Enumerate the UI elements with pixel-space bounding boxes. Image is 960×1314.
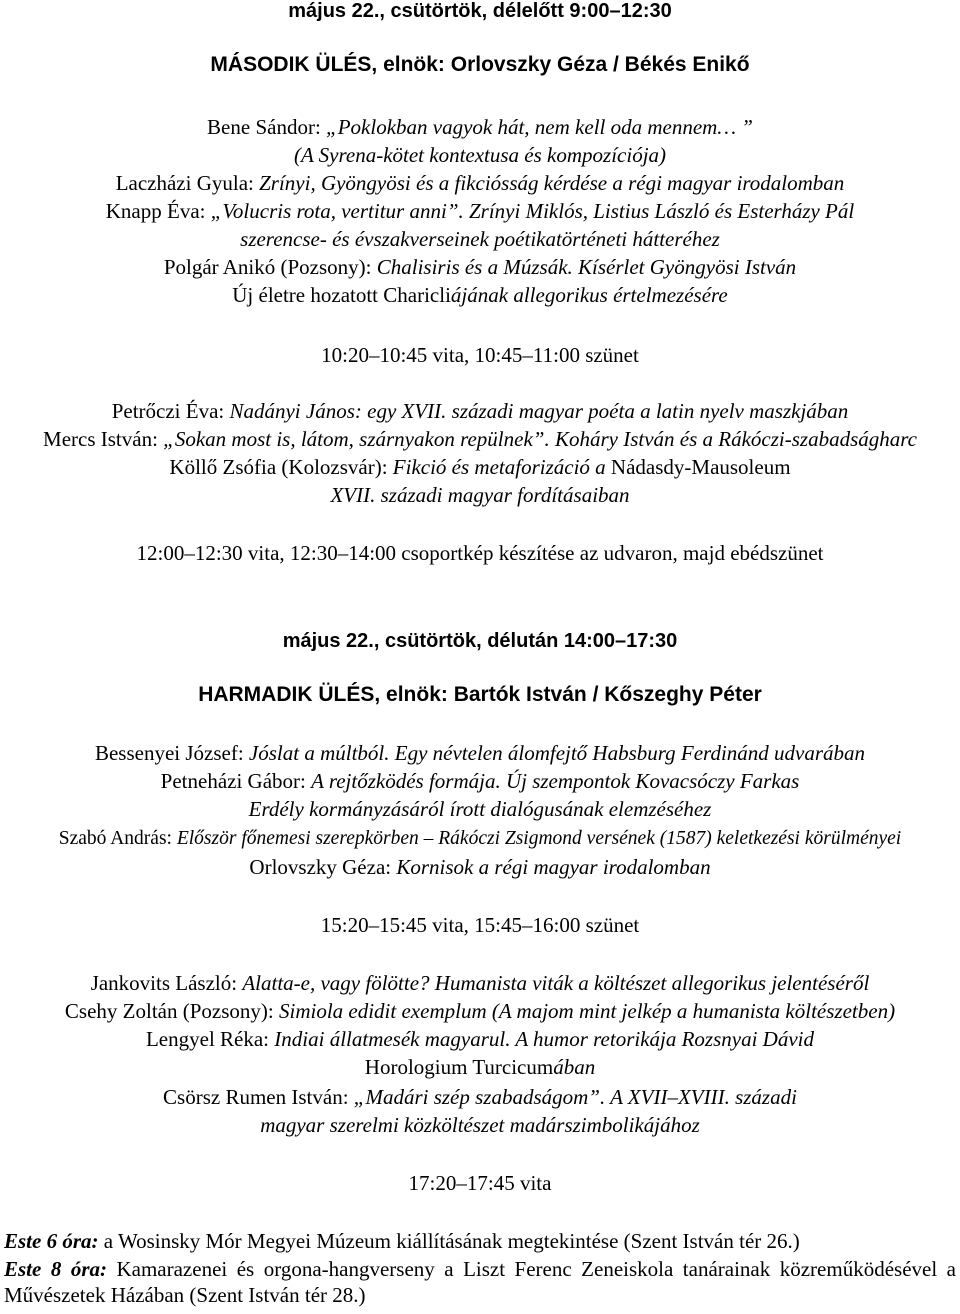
talk: Knapp Éva: „Volucris rota, vertitur anni”. Zrínyi Miklós, Listius László és Esterházy Pál bbox=[105, 199, 855, 223]
talk: Bene Sándor: „Poklokban vagyok hát, nem kell oda mennem… ” bbox=[207, 115, 753, 139]
talk: Horologium Turcicumában bbox=[364, 1055, 596, 1079]
talk: Petneházi Gábor: A rejtőzködés formája. Új szempontok Kovacsóczy Farkas bbox=[160, 769, 800, 793]
evening-program-2: Este 8 óra: Kamarazenei és orgona-hangverseny a Liszt Ferenc Zeneiskola tanárainak közreműködésével a Művészetek Házában (Szent István tér 28.) bbox=[4, 1257, 956, 1307]
talk: Szabó András: Először főnemesi szerepkörben – Rákóczi Zsigmond versének (1587) keletkezési körülményei bbox=[58, 828, 902, 849]
talk: Csehy Zoltán (Pozsony): Simiola edidit exemplum (A majom mint jelkép a humanista költészetben) bbox=[64, 999, 896, 1023]
talk: Bessenyei József: Jóslat a múltból. Egy névtelen álomfejtő Habsburg Ferdinánd udvarában bbox=[94, 741, 866, 765]
talk: Orlovszky Géza: Kornisok a régi magyar irodalomban bbox=[249, 855, 711, 879]
day2-heading: május 22., csütörtök, délután 14:00–17:30 bbox=[282, 630, 678, 652]
talk: Erdély kormányzásáról írott dialógusának elemzéséhez bbox=[248, 797, 712, 821]
talk: Laczházi Gyula: Zrínyi, Gyöngyösi és a fikciósság kérdése a régi magyar irodalomban bbox=[115, 171, 845, 195]
talk: Jankovits László: Alatta-e, vagy fölötte? Humanista viták a költészet allegorikus jelentéséről bbox=[90, 971, 870, 995]
break-line: 12:00–12:30 vita, 12:30–14:00 csoportkép készítése az udvaron, majd ebédszünet bbox=[136, 541, 824, 565]
break-line: 10:20–10:45 vita, 10:45–11:00 szünet bbox=[321, 343, 639, 367]
talk: Mercs István: „Sokan most is, látom, szárnyakon repülnek”. Koháry István és a Rákóczi-szabadságharc bbox=[43, 427, 917, 451]
talk: XVII. századi magyar fordításaiban bbox=[330, 483, 630, 507]
break-line: 15:20–15:45 vita, 15:45–16:00 szünet bbox=[320, 913, 640, 937]
talk: Csörsz Rumen István: „Madári szép szabadságom”. A XVII–XVIII. századi bbox=[163, 1085, 797, 1109]
talk: Új életre hozatott Charicliájának allegorikus értelmezésére bbox=[232, 283, 728, 307]
day1-heading: május 22., csütörtök, délelőtt 9:00–12:30 bbox=[288, 0, 672, 22]
day2-session-title: HARMADIK ÜLÉS, elnök: Bartók István / Kőszeghy Péter bbox=[198, 683, 762, 706]
talk: szerencse- és évszakverseinek poétikatörténeti hátteréhez bbox=[240, 227, 720, 251]
talk: Petrőczi Éva: Nadányi János: egy XVII. századi magyar poéta a latin nyelv maszkjában bbox=[111, 399, 849, 423]
break-line: 17:20–17:45 vita bbox=[408, 1171, 552, 1195]
day1-session-title: MÁSODIK ÜLÉS, elnök: Orlovszky Géza / Békés Enikő bbox=[210, 53, 750, 76]
talk: Polgár Anikó (Pozsony): Chalisiris és a Múzsák. Kísérlet Gyöngyösi István bbox=[163, 255, 797, 279]
talk: Lengyel Réka: Indiai állatmesék magyarul. A humor retorikája Rozsnyai Dávid bbox=[145, 1027, 815, 1051]
evening-program-1: Este 6 óra: a Wosinsky Mór Megyei Múzeum kiállításának megtekintése (Szent István tér 26.) bbox=[4, 1229, 800, 1253]
talk: Köllő Zsófia (Kolozsvár): Fikció és metaforizáció a Nádasdy-Mausoleum bbox=[169, 455, 791, 479]
talk: (A Syrena-kötet kontextusa és kompozíciója) bbox=[293, 143, 667, 167]
talk: magyar szerelmi közköltészet madárszimbolikájához bbox=[260, 1113, 700, 1137]
